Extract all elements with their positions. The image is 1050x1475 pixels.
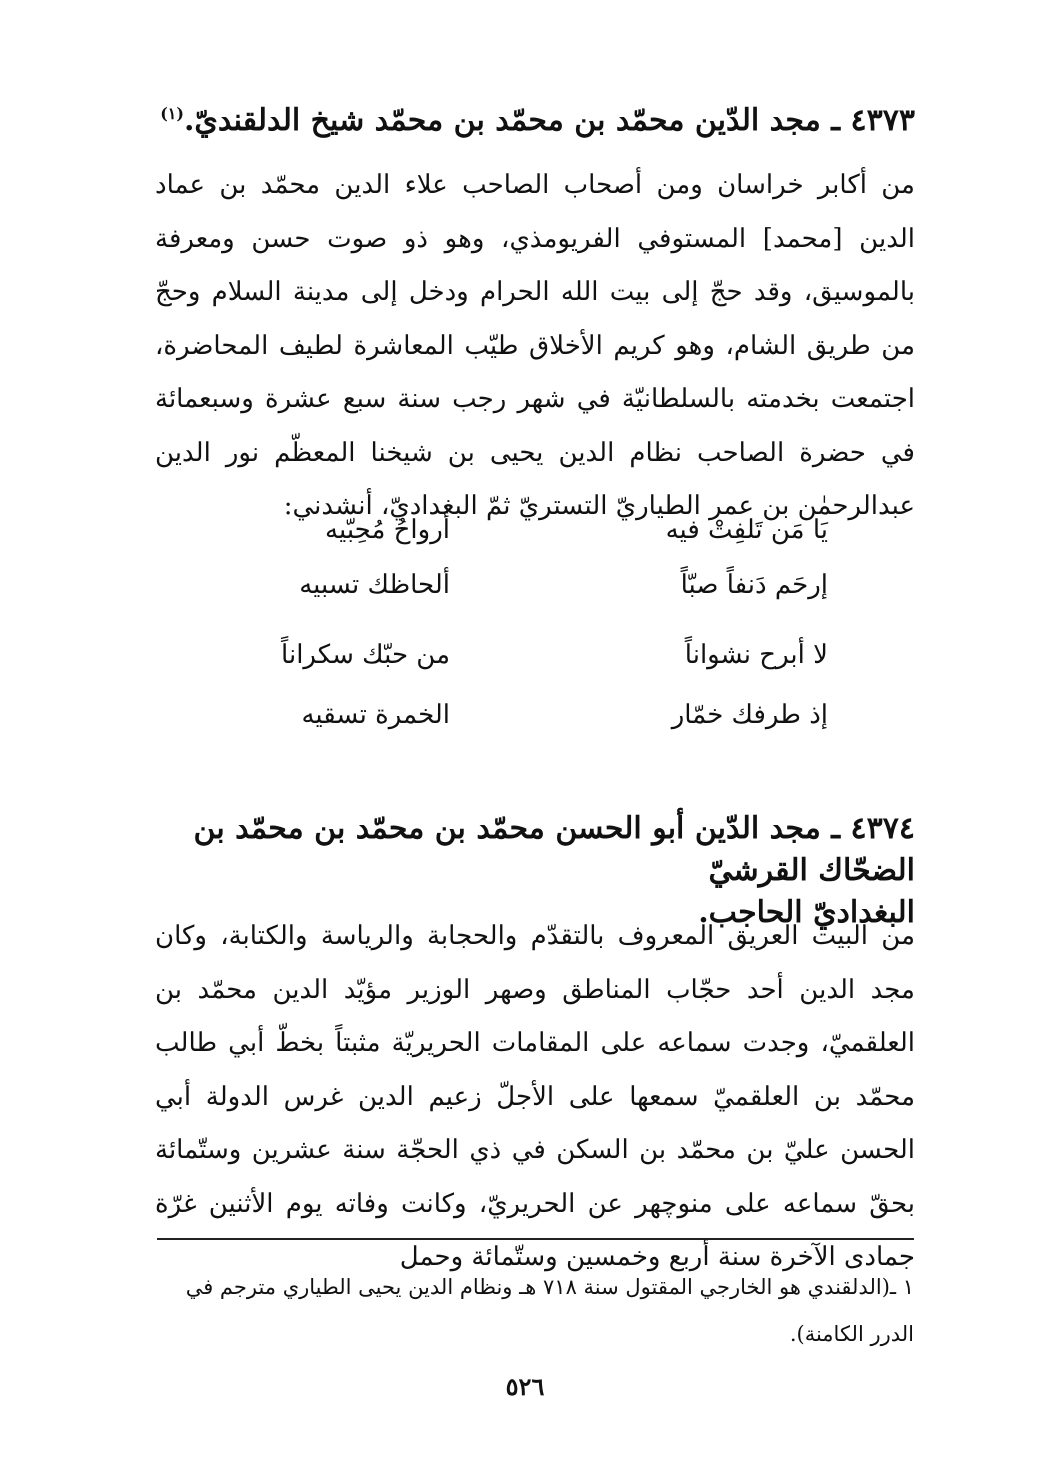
page-number: ٥٢٦	[505, 1372, 545, 1401]
footnote-separator	[157, 1238, 914, 1240]
entry-4374-heading-line-2: البغداديّ الحاجب.	[698, 895, 915, 930]
poem-hemistich-4-right: إذ طرفك خمّار	[671, 700, 828, 730]
poem-hemistich-4-left: الخمرة تسقيه	[301, 700, 450, 730]
entry-4374-paragraph-text: من البيت العريق المعروف بالتقدّم والحجابة والرياسة والكتابة، وكان مجد الدين أحد حجّاب المناطق وصهر الوزير مؤيّد الدين محمّد بن العلقميّ، وجدت سماعه على المقامات الحريريّة مثبتاً بخطّ أبي طالب محمّد بن العلقميّ سمعها على الأجلّ زعيم الدين غرس الدولة أبي الحسن عليّ بن محمّد بن السكن في ذي الحجّة سنة عشرين وستّمائة بحقّ سماعه على منوچهر عن الحريريّ، وكانت وفاته يوم الأثنين غرّة جمادى الآخرة سنة أربع وخمسين وستّمائة وحمل	[155, 921, 915, 1272]
footnote	[157, 1264, 914, 1358]
footnote-text: ١ ـ(الدلقندي هو الخارجي المقتول سنة ٧١٨ هـ ونظام الدين يحيى الطياري مترجم في الدرر الكامنة).	[185, 1275, 914, 1346]
poem-hemistich-2-left: ألحاظك تسبيه	[299, 570, 450, 600]
poem-hemistich-3-right: لا أبرح نشواناً	[684, 640, 828, 670]
entry-4374-heading-line-1: ٤٣٧٤ ـ مجد الدّين أبو الحسن محمّد بن محمّد بن محمّد بن الضحّاك القرشيّ	[193, 811, 915, 888]
entry-4373-heading-text: ٤٣٧٣ ـ مجد الدّين محمّد بن محمّد بن محمّد شيخ الدلقنديّ.	[183, 103, 915, 138]
entry-4374-paragraph	[155, 910, 915, 1285]
poem-hemistich-3-left: من حبّك سكراناً	[281, 640, 450, 670]
entry-4373-paragraph-text: من أكابر خراسان ومن أصحاب الصاحب علاء الدين محمّد بن عماد الدين [محمد] المستوفي الفريومذي، وهو ذو صوت حسن ومعرفة بالموسيق، وقد حجّ إلى بيت الله الحرام ودخل إلى مدينة السلام وحجّ من طريق الشام، وهو كريم الأخلاق طيّب المعاشرة لطيف المحاضرة، اجتمعت بخدمته بالسلطانيّة في شهر رجب سنة سبع عشرة وسبعمائة في حضرة الصاحب نظام الدين يحيى بن شيخنا المعظّم نور الدين عبدالرحمٰن بن عمر الطياريّ التستريّ ثمّ البغداديّ، أنشدني:	[155, 170, 915, 521]
poem-hemistich-1-left: أرواحُ مُحِبّيه	[325, 515, 450, 545]
footnote-marker[interactable]: (١)	[160, 104, 184, 123]
poem-hemistich-1-right: يَا مَن تَلفِتْ فيه	[665, 515, 828, 545]
poem-hemistich-2-right: إرحَم دَنفاً صبّاً	[680, 570, 828, 600]
